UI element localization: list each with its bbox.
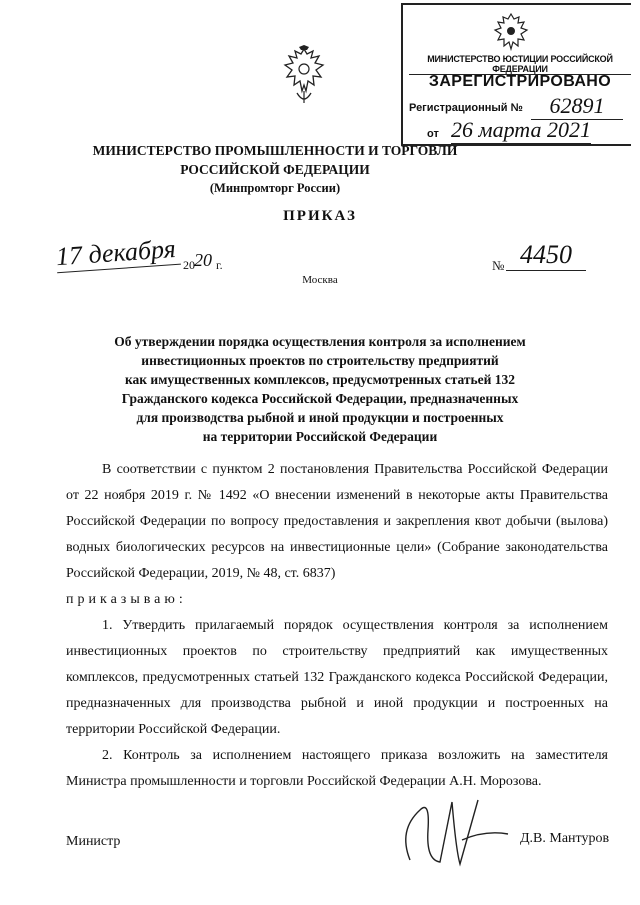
order-word: приказываю: [66, 592, 187, 607]
ministry-header [60, 141, 490, 198]
stamp-status: ЗАРЕГИСТРИРОВАНО [428, 73, 612, 90]
year-prefix: 20 [183, 258, 195, 272]
item-2-paragraph: 2. Контроль за исполнением настоящего приказа возложить на заместителя Министра промышленности и торговли Российской Федерации А.Н. Морозова. [66, 748, 608, 789]
state-emblem-icon [279, 45, 329, 107]
subject-line: на территории Российской Федерации [202, 429, 438, 444]
registration-stamp [401, 3, 631, 146]
header-line-1: МИНИСТЕРСТВО ПРОМЫШЛЕННОСТИ И ТОРГОВЛИ [92, 143, 458, 158]
handwritten-signature [390, 790, 520, 880]
stamp-emblem-icon [491, 11, 531, 51]
preamble-paragraph: В соответствии с пунктом 2 постановления Правительства Российской Федерации от 22 ноября 2019 г. № 1492 «О внесении изменений в некоторые акты Правительства Российской Федерации по вопросу предоставления и закрепления квот добычи (вылова) водных биологических ресурсов на инвестиционные цели» (Собрание законодательства Российской Федерации, 2019, № 48, ст. 6837) [66, 462, 608, 581]
subject-line: Об утверждении порядка осуществления контроля за исполнением [114, 334, 526, 349]
subject-line: для производства рыбной и иной продукции и построенных [136, 410, 504, 425]
document-title: ПРИКАЗ [283, 208, 357, 224]
document-number: 4450 [506, 240, 586, 271]
number-prefix: № [492, 258, 505, 273]
year-suffix: г. [216, 258, 223, 272]
subject-line: инвестиционных проектов по строительству предприятий [141, 353, 499, 368]
city: Москва [302, 274, 338, 286]
signatory-position: Министр [66, 834, 121, 849]
stamp-reg-label: Регистрационный № [409, 102, 523, 114]
date-handwritten: 17 декабря [55, 234, 181, 274]
signatory-name: Д.В. Мантуров [520, 831, 610, 846]
signature-block [0, 820, 640, 880]
stamp-reg-number: 62891 [531, 93, 623, 120]
item-1-paragraph: 1. Утвердить прилагаемый порядок осуществления контроля за исполнением инвестиционных проектов по строительству предприятий как имущественных комплексов, предусмотренных статьей 132 Гражданского кодекса Российской Федерации, предназначенных для производства рыбной и иной продукции и построенных на территории Российской Федерации. [66, 618, 608, 737]
stamp-ministry: МИНИСТЕРСТВО ЮСТИЦИИ РОССИЙСКОЙ ФЕДЕРАЦИИ [409, 54, 631, 75]
header-line-3: (Минпромторг России) [209, 181, 341, 195]
subject-line: Гражданского кодекса Российской Федерации, предназначенных [121, 391, 519, 406]
header-line-2: РОССИЙСКОЙ ФЕДЕРАЦИИ [180, 162, 370, 177]
year-handwritten: 20 [194, 250, 212, 270]
stamp-date-value: 26 марта 2021 [451, 117, 591, 142]
stamp-date-label: от [427, 128, 439, 140]
document-subject [90, 332, 550, 446]
document-body [66, 457, 608, 795]
subject-line: как имущественных комплексов, предусмотренных статьей 132 [124, 372, 516, 387]
